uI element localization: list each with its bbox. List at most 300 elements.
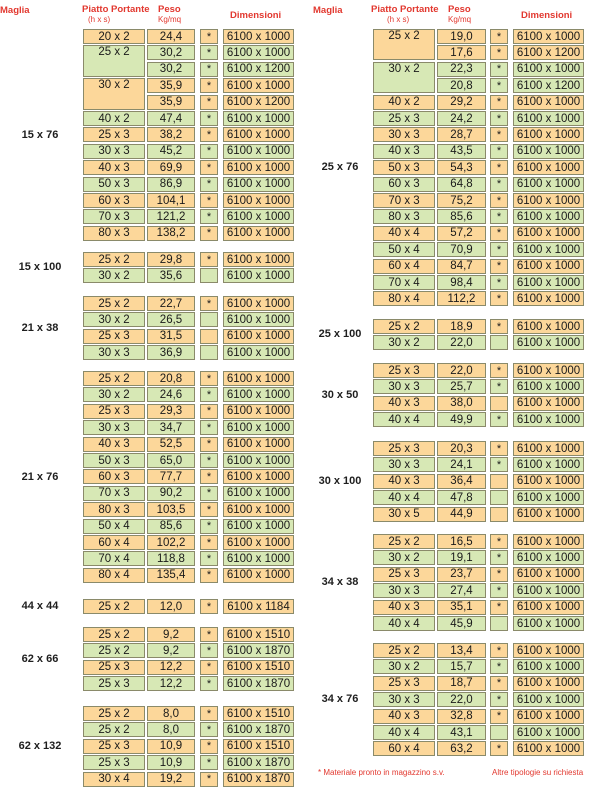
peso-cell: 54,3: [437, 160, 486, 175]
stock-star-cell: *: [200, 437, 218, 452]
peso-cell: 44,9: [437, 507, 486, 522]
stock-star-cell: *: [490, 319, 508, 334]
piatto-cell: 25 x 3: [83, 329, 145, 344]
dimensioni-cell: 6100 x 1000: [223, 144, 294, 159]
stock-star-cell: [490, 490, 508, 505]
piatto-cell: 60 x 4: [83, 535, 145, 550]
piatto-cell: 30 x 2: [83, 78, 145, 109]
stock-star-cell: *: [200, 420, 218, 435]
peso-cell: 47,8: [437, 490, 486, 505]
stock-star-cell: *: [490, 242, 508, 257]
peso-cell: 29,3: [147, 404, 195, 419]
stock-star-cell: *: [200, 551, 218, 566]
peso-cell: 25,7: [437, 379, 486, 394]
peso-cell: 8,0: [147, 722, 195, 737]
dimensioni-cell: 6100 x 1000: [513, 193, 584, 208]
peso-cell: 90,2: [147, 486, 195, 501]
piatto-cell: 25 x 2: [83, 599, 145, 614]
piatto-cell: 30 x 3: [373, 583, 435, 598]
peso-cell: 38,2: [147, 127, 195, 142]
peso-cell: 29,2: [437, 95, 486, 110]
dimensioni-cell: 6100 x 1000: [223, 502, 294, 517]
header-dimensioni-left: Dimensioni: [230, 10, 282, 21]
maglia-label: 25 x 100: [318, 328, 362, 341]
dimensioni-cell: 6100 x 1000: [513, 209, 584, 224]
peso-cell: 19,0: [437, 29, 486, 44]
header-peso-sub-right: Kg/mq: [448, 15, 472, 24]
peso-cell: 23,7: [437, 567, 486, 582]
stock-star-cell: *: [200, 535, 218, 550]
maglia-label: 34 x 38: [321, 576, 359, 589]
header-piatto-sub-right: (h x s): [387, 15, 410, 24]
piatto-cell: 60 x 4: [373, 259, 435, 274]
peso-cell: 84,7: [437, 259, 486, 274]
stock-star-cell: [490, 725, 508, 740]
stock-star-cell: *: [200, 599, 218, 614]
dimensioni-cell: 6100 x 1000: [223, 535, 294, 550]
peso-cell: 86,9: [147, 177, 195, 192]
footnote-other-types: Altre tipologie su richiesta: [492, 768, 584, 777]
stock-star-cell: *: [200, 404, 218, 419]
peso-cell: 138,2: [147, 226, 195, 241]
dimensioni-cell: 6100 x 1870: [223, 676, 294, 691]
stock-star-cell: *: [490, 78, 508, 93]
piatto-cell: 25 x 3: [373, 111, 435, 126]
maglia-label: 30 x 100: [318, 475, 362, 487]
dimensioni-cell: 6100 x 1000: [513, 567, 584, 582]
piatto-cell: 25 x 2: [83, 643, 145, 658]
stock-star-cell: *: [490, 643, 508, 658]
stock-star-cell: *: [490, 709, 508, 724]
stock-star-cell: *: [490, 62, 508, 77]
piatto-cell: 50 x 4: [83, 519, 145, 534]
stock-star-cell: *: [490, 567, 508, 582]
dimensioni-cell: 6100 x 1000: [223, 252, 294, 267]
peso-cell: 43,1: [437, 725, 486, 740]
peso-cell: 18,7: [437, 676, 486, 691]
header-piatto-sub-left: (h x s): [88, 15, 111, 24]
dimensioni-cell: 6100 x 1000: [513, 160, 584, 175]
dimensioni-cell: 6100 x 1000: [513, 676, 584, 691]
stock-star-cell: *: [490, 600, 508, 615]
peso-cell: 45,9: [437, 616, 486, 631]
header-piatto-left: Piatto Portante: [82, 4, 150, 15]
stock-star-cell: *: [200, 722, 218, 737]
piatto-cell: 25 x 2: [83, 45, 145, 76]
peso-cell: 65,0: [147, 453, 195, 468]
stock-star-cell: [200, 345, 218, 360]
header-maglia-left: Maglia: [0, 5, 30, 16]
dimensioni-cell: 6100 x 1870: [223, 722, 294, 737]
dimensioni-cell: 6100 x 1000: [513, 583, 584, 598]
stock-star-cell: *: [200, 177, 218, 192]
peso-cell: 32,8: [437, 709, 486, 724]
dimensioni-cell: 6100 x 1000: [513, 127, 584, 142]
dimensioni-cell: 6100 x 1000: [223, 127, 294, 142]
peso-cell: 18,9: [437, 319, 486, 334]
stock-star-cell: *: [200, 252, 218, 267]
peso-cell: 12,2: [147, 660, 195, 675]
dimensioni-cell: 6100 x 1000: [223, 329, 294, 344]
dimensioni-cell: 6100 x 1000: [223, 387, 294, 402]
stock-star-cell: *: [200, 706, 218, 721]
piatto-cell: 25 x 3: [83, 404, 145, 419]
peso-cell: 30,2: [147, 62, 195, 77]
stock-star-cell: *: [490, 177, 508, 192]
dimensioni-cell: 6100 x 1000: [513, 600, 584, 615]
dimensioni-cell: 6100 x 1200: [223, 95, 294, 110]
stock-star-cell: [200, 312, 218, 327]
piatto-cell: 40 x 3: [373, 600, 435, 615]
peso-cell: 24,1: [437, 457, 486, 472]
piatto-cell: 30 x 4: [83, 772, 145, 787]
piatto-cell: 40 x 4: [373, 490, 435, 505]
peso-cell: 28,7: [437, 127, 486, 142]
stock-star-cell: *: [490, 583, 508, 598]
header-peso-sub-left: Kg/mq: [158, 15, 182, 24]
stock-star-cell: *: [200, 772, 218, 787]
piatto-cell: 40 x 3: [83, 437, 145, 452]
dimensioni-cell: 6100 x 1000: [513, 226, 584, 241]
peso-cell: 29,8: [147, 252, 195, 267]
stock-star-cell: *: [490, 160, 508, 175]
peso-cell: 85,6: [437, 209, 486, 224]
peso-cell: 26,5: [147, 312, 195, 327]
peso-cell: 22,7: [147, 296, 195, 311]
stock-star-cell: *: [490, 45, 508, 60]
piatto-cell: 30 x 3: [83, 144, 145, 159]
stock-star-cell: *: [490, 291, 508, 306]
peso-cell: 27,4: [437, 583, 486, 598]
dimensioni-cell: 6100 x 1000: [223, 404, 294, 419]
dimensioni-cell: 6100 x 1000: [513, 291, 584, 306]
dimensioni-cell: 6100 x 1000: [513, 242, 584, 257]
peso-cell: 69,9: [147, 160, 195, 175]
peso-cell: 20,8: [147, 371, 195, 386]
dimensioni-cell: 6100 x 1000: [513, 643, 584, 658]
dimensioni-cell: 6100 x 1000: [513, 457, 584, 472]
peso-cell: 20,8: [437, 78, 486, 93]
piatto-cell: 20 x 2: [83, 29, 145, 44]
stock-star-cell: *: [490, 412, 508, 427]
dimensioni-cell: 6100 x 1000: [513, 441, 584, 456]
dimensioni-cell: 6100 x 1000: [513, 259, 584, 274]
piatto-cell: 50 x 3: [83, 453, 145, 468]
dimensioni-cell: 6100 x 1000: [223, 209, 294, 224]
piatto-cell: 40 x 4: [373, 616, 435, 631]
dimensioni-cell: 6100 x 1000: [513, 550, 584, 565]
header-dimensioni-right: Dimensioni: [521, 10, 573, 21]
footnote-stock: * Materiale pronto in magazzino s.v.: [318, 768, 445, 777]
piatto-cell: 40 x 3: [373, 396, 435, 411]
dimensioni-cell: 6100 x 1000: [513, 474, 584, 489]
dimensioni-cell: 6100 x 1000: [513, 616, 584, 631]
peso-cell: 35,9: [147, 95, 195, 110]
piatto-cell: 25 x 2: [83, 627, 145, 642]
dimensioni-cell: 6100 x 1000: [513, 725, 584, 740]
stock-star-cell: *: [200, 29, 218, 44]
header-peso-right: Peso: [448, 4, 471, 15]
stock-star-cell: *: [490, 29, 508, 44]
peso-cell: 47,4: [147, 111, 195, 126]
stock-star-cell: *: [200, 643, 218, 658]
header-piatto-right: Piatto Portante: [371, 4, 439, 15]
stock-star-cell: [490, 335, 508, 350]
maglia-label: 15 x 76: [21, 128, 59, 141]
maglia-label: 62 x 132: [18, 740, 62, 752]
stock-star-cell: *: [200, 371, 218, 386]
stock-star-cell: *: [200, 676, 218, 691]
peso-cell: 135,4: [147, 568, 195, 583]
peso-cell: 9,2: [147, 643, 195, 658]
peso-cell: 70,9: [437, 242, 486, 257]
dimensioni-cell: 6100 x 1000: [223, 268, 294, 283]
peso-cell: 22,0: [437, 335, 486, 350]
stock-star-cell: *: [200, 95, 218, 110]
peso-cell: 15,7: [437, 659, 486, 674]
piatto-cell: 30 x 3: [83, 420, 145, 435]
piatto-cell: 60 x 3: [83, 469, 145, 484]
stock-star-cell: *: [200, 502, 218, 517]
piatto-cell: 60 x 3: [373, 177, 435, 192]
maglia-label: 44 x 44: [21, 600, 59, 613]
maglia-label: 21 x 76: [21, 470, 59, 483]
stock-star-cell: *: [200, 755, 218, 770]
piatto-cell: 25 x 2: [373, 534, 435, 549]
piatto-cell: 30 x 2: [83, 312, 145, 327]
peso-cell: 45,2: [147, 144, 195, 159]
dimensioni-cell: 6100 x 1000: [513, 534, 584, 549]
dimensioni-cell: 6100 x 1510: [223, 660, 294, 675]
dimensioni-cell: 6100 x 1200: [513, 78, 584, 93]
dimensioni-cell: 6100 x 1000: [223, 453, 294, 468]
stock-star-cell: *: [200, 127, 218, 142]
peso-cell: 85,6: [147, 519, 195, 534]
dimensioni-cell: 6100 x 1000: [223, 78, 294, 93]
peso-cell: 43,5: [437, 144, 486, 159]
dimensioni-cell: 6100 x 1510: [223, 706, 294, 721]
dimensioni-cell: 6100 x 1000: [223, 469, 294, 484]
dimensioni-cell: 6100 x 1000: [513, 490, 584, 505]
dimensioni-cell: 6100 x 1000: [223, 226, 294, 241]
header-maglia-right: Maglia: [313, 5, 343, 16]
stock-star-cell: *: [490, 193, 508, 208]
peso-cell: 104,1: [147, 193, 195, 208]
stock-star-cell: *: [490, 379, 508, 394]
stock-star-cell: *: [490, 275, 508, 290]
peso-cell: 49,9: [437, 412, 486, 427]
piatto-cell: 25 x 2: [83, 296, 145, 311]
piatto-cell: 80 x 3: [83, 226, 145, 241]
stock-star-cell: *: [490, 741, 508, 756]
piatto-cell: 25 x 3: [373, 567, 435, 582]
stock-star-cell: *: [200, 226, 218, 241]
piatto-cell: 30 x 2: [373, 659, 435, 674]
peso-cell: 63,2: [437, 741, 486, 756]
dimensioni-cell: 6100 x 1000: [223, 312, 294, 327]
stock-star-cell: *: [200, 111, 218, 126]
piatto-cell: 40 x 4: [373, 226, 435, 241]
stock-star-cell: [490, 474, 508, 489]
stock-star-cell: [200, 268, 218, 283]
peso-cell: 36,4: [437, 474, 486, 489]
peso-cell: 30,2: [147, 45, 195, 60]
dimensioni-cell: 6100 x 1000: [223, 177, 294, 192]
peso-cell: 10,9: [147, 755, 195, 770]
piatto-cell: 60 x 3: [83, 193, 145, 208]
piatto-cell: 25 x 3: [373, 676, 435, 691]
stock-star-cell: *: [200, 160, 218, 175]
piatto-cell: 30 x 3: [373, 692, 435, 707]
piatto-cell: 70 x 4: [373, 275, 435, 290]
stock-star-cell: *: [490, 144, 508, 159]
piatto-cell: 70 x 4: [83, 551, 145, 566]
stock-star-cell: [200, 329, 218, 344]
peso-cell: 34,7: [147, 420, 195, 435]
stock-star-cell: *: [490, 534, 508, 549]
piatto-cell: 40 x 3: [373, 709, 435, 724]
piatto-cell: 30 x 3: [83, 345, 145, 360]
peso-cell: 10,9: [147, 739, 195, 754]
peso-cell: 24,6: [147, 387, 195, 402]
piatto-cell: 40 x 3: [373, 474, 435, 489]
piatto-cell: 80 x 4: [373, 291, 435, 306]
peso-cell: 38,0: [437, 396, 486, 411]
peso-cell: 118,8: [147, 551, 195, 566]
stock-star-cell: *: [490, 95, 508, 110]
peso-cell: 19,1: [437, 550, 486, 565]
maglia-label: 15 x 100: [18, 261, 62, 274]
peso-cell: 24,4: [147, 29, 195, 44]
piatto-cell: 25 x 3: [373, 363, 435, 378]
peso-cell: 12,0: [147, 599, 195, 614]
peso-cell: 35,9: [147, 78, 195, 93]
dimensioni-cell: 6100 x 1000: [513, 692, 584, 707]
piatto-cell: 30 x 3: [373, 127, 435, 142]
piatto-cell: 70 x 3: [83, 209, 145, 224]
dimensioni-cell: 6100 x 1000: [513, 177, 584, 192]
dimensioni-cell: 6100 x 1870: [223, 643, 294, 658]
peso-cell: 77,7: [147, 469, 195, 484]
stock-star-cell: *: [490, 363, 508, 378]
piatto-cell: 25 x 2: [83, 371, 145, 386]
dimensioni-cell: 6100 x 1000: [513, 659, 584, 674]
piatto-cell: 25 x 3: [373, 441, 435, 456]
stock-star-cell: *: [200, 78, 218, 93]
stock-star-cell: *: [200, 296, 218, 311]
dimensioni-cell: 6100 x 1000: [223, 568, 294, 583]
piatto-cell: 25 x 3: [83, 676, 145, 691]
piatto-cell: 80 x 3: [373, 209, 435, 224]
peso-cell: 17,6: [437, 45, 486, 60]
piatto-cell: 40 x 4: [373, 412, 435, 427]
piatto-cell: 40 x 4: [373, 725, 435, 740]
stock-star-cell: *: [200, 45, 218, 60]
dimensioni-cell: 6100 x 1000: [513, 29, 584, 44]
dimensioni-cell: 6100 x 1000: [513, 335, 584, 350]
dimensioni-cell: 6100 x 1870: [223, 772, 294, 787]
piatto-cell: 40 x 3: [373, 144, 435, 159]
piatto-cell: 40 x 3: [83, 160, 145, 175]
stock-star-cell: *: [490, 209, 508, 224]
dimensioni-cell: 6100 x 1000: [223, 345, 294, 360]
peso-cell: 12,2: [147, 676, 195, 691]
dimensioni-cell: 6100 x 1200: [223, 62, 294, 77]
peso-cell: 57,2: [437, 226, 486, 241]
piatto-cell: 50 x 3: [373, 160, 435, 175]
piatto-cell: 60 x 4: [373, 741, 435, 756]
dimensioni-cell: 6100 x 1000: [223, 29, 294, 44]
peso-cell: 31,5: [147, 329, 195, 344]
header-peso-left: Peso: [158, 4, 181, 15]
peso-cell: 19,2: [147, 772, 195, 787]
dimensioni-cell: 6100 x 1510: [223, 627, 294, 642]
maglia-label: 30 x 50: [321, 388, 359, 401]
stock-star-cell: *: [200, 486, 218, 501]
piatto-cell: 30 x 2: [83, 268, 145, 283]
peso-cell: 20,3: [437, 441, 486, 456]
dimensioni-cell: 6100 x 1000: [513, 709, 584, 724]
peso-cell: 36,9: [147, 345, 195, 360]
dimensioni-cell: 6100 x 1000: [223, 111, 294, 126]
dimensioni-cell: 6100 x 1000: [223, 296, 294, 311]
dimensioni-cell: 6100 x 1000: [223, 45, 294, 60]
piatto-cell: 25 x 3: [83, 739, 145, 754]
stock-star-cell: *: [200, 627, 218, 642]
stock-star-cell: [490, 507, 508, 522]
piatto-cell: 25 x 3: [83, 127, 145, 142]
stock-star-cell: *: [200, 739, 218, 754]
piatto-cell: 30 x 3: [373, 457, 435, 472]
dimensioni-cell: 6100 x 1000: [513, 396, 584, 411]
dimensioni-cell: 6100 x 1000: [223, 160, 294, 175]
stock-star-cell: [490, 396, 508, 411]
peso-cell: 24,2: [437, 111, 486, 126]
stock-star-cell: *: [200, 660, 218, 675]
stock-star-cell: *: [200, 568, 218, 583]
dimensioni-cell: 6100 x 1000: [223, 193, 294, 208]
peso-cell: 35,1: [437, 600, 486, 615]
dimensioni-cell: 6100 x 1000: [223, 437, 294, 452]
peso-cell: 98,4: [437, 275, 486, 290]
stock-star-cell: *: [200, 144, 218, 159]
peso-cell: 103,5: [147, 502, 195, 517]
dimensioni-cell: 6100 x 1000: [513, 275, 584, 290]
stock-star-cell: *: [490, 676, 508, 691]
peso-cell: 112,2: [437, 291, 486, 306]
dimensioni-cell: 6100 x 1000: [513, 144, 584, 159]
stock-star-cell: *: [200, 469, 218, 484]
piatto-cell: 70 x 3: [83, 486, 145, 501]
piatto-cell: 30 x 3: [373, 379, 435, 394]
peso-cell: 22,0: [437, 692, 486, 707]
piatto-cell: 70 x 3: [373, 193, 435, 208]
peso-cell: 22,3: [437, 62, 486, 77]
peso-cell: 64,8: [437, 177, 486, 192]
peso-cell: 16,5: [437, 534, 486, 549]
stock-star-cell: *: [490, 457, 508, 472]
dimensioni-cell: 6100 x 1000: [513, 507, 584, 522]
dimensioni-cell: 6100 x 1000: [223, 420, 294, 435]
dimensioni-cell: 6100 x 1200: [513, 45, 584, 60]
dimensioni-cell: 6100 x 1000: [223, 519, 294, 534]
piatto-cell: 25 x 2: [83, 706, 145, 721]
piatto-cell: 30 x 2: [83, 387, 145, 402]
piatto-cell: 25 x 2: [373, 319, 435, 334]
stock-star-cell: *: [490, 259, 508, 274]
dimensioni-cell: 6100 x 1000: [513, 363, 584, 378]
dimensioni-cell: 6100 x 1870: [223, 755, 294, 770]
